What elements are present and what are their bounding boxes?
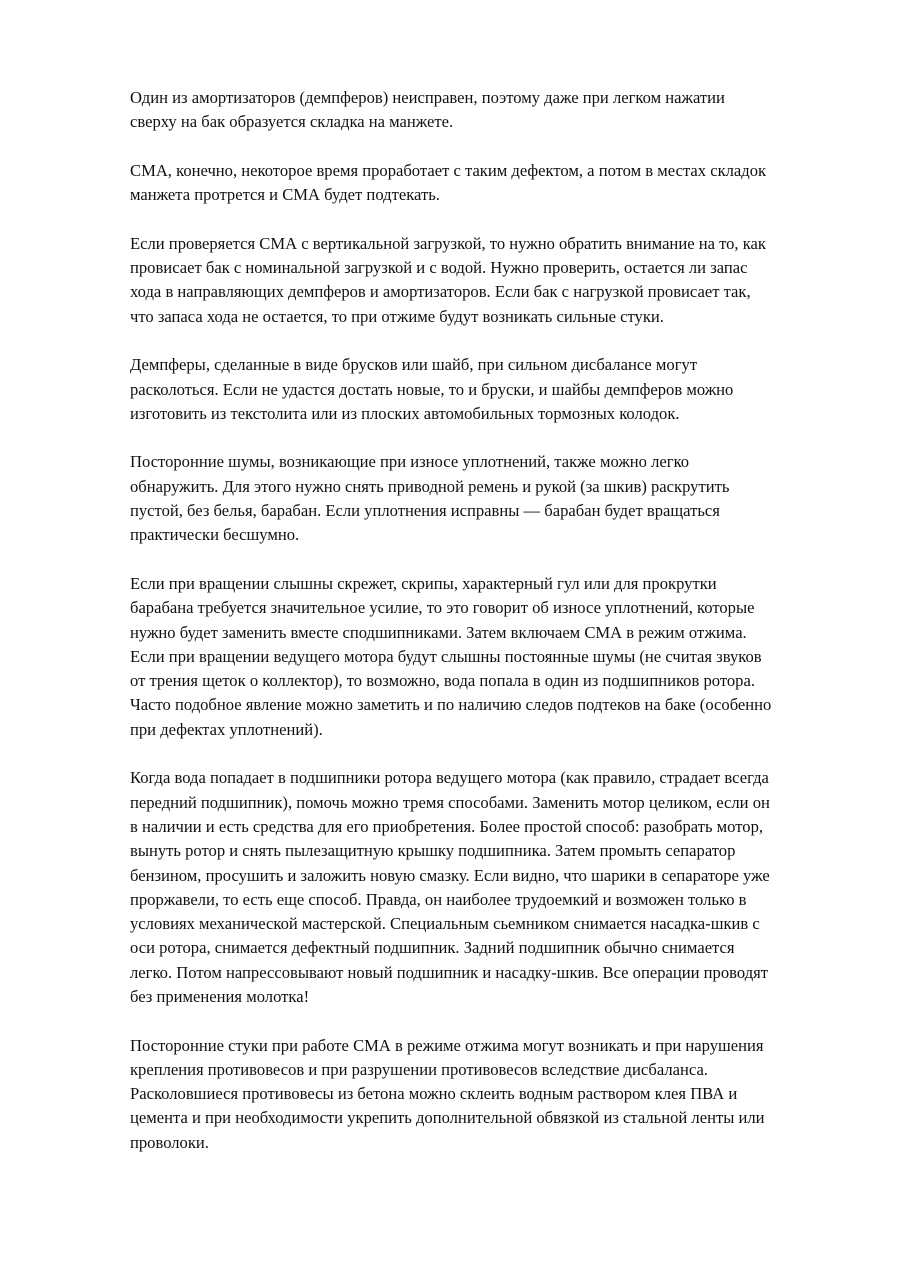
text-line: барабана требуется значительное усилие, то это говорит об износе уплотнений, которые bbox=[130, 598, 755, 618]
text-line: Посторонние стуки при работе СМА в режиме отжима могут возникать и при нарушения bbox=[130, 1035, 764, 1055]
text-line: при дефектах уплотнений). bbox=[130, 719, 323, 739]
text-line: хода в направляющих демпферов и амортизаторов. Если бак с нагрузкой провисает так, bbox=[130, 282, 751, 302]
text-line: вынуть ротор и снять пылезащитную крышку подшипника. Затем промыть сепаратор bbox=[130, 841, 736, 861]
text-line: от трения щеток о коллектор), то возможно, вода попала в один из подшипников ротора. bbox=[130, 671, 755, 691]
text-line: Расколовшиеся противовесы из бетона можно склеить водным раствором клея ПВА и bbox=[130, 1084, 738, 1104]
paragraph bbox=[130, 766, 850, 1009]
document-page bbox=[130, 86, 850, 1179]
paragraph bbox=[130, 159, 850, 208]
text-line: оси ротора, снимается дефектный подшипник. Задний подшипник обычно снимается bbox=[130, 938, 735, 958]
text-line: расколоться. Если не удастся достать новые, то и бруски, и шайбы демпферов можно bbox=[130, 379, 734, 399]
text-line: в наличии и есть средства для его приобретения. Более простой способ: разобрать мотор, bbox=[130, 816, 764, 836]
paragraph bbox=[130, 232, 850, 329]
text-line: практически бесшумно. bbox=[130, 525, 300, 545]
text-line: пустой, без белья, барабан. Если уплотнения исправны — барабан будет вращаться bbox=[130, 501, 720, 521]
paragraph bbox=[130, 353, 850, 426]
text-line: Один из амортизаторов (демпферов) неисправен, поэтому даже при легком нажатии bbox=[130, 88, 725, 107]
text-line: Если проверяется СМА с вертикальной загрузкой, то нужно обратить внимание на то, как bbox=[130, 233, 766, 253]
text-line: Посторонние шумы, возникающие при износе уплотнений, также можно легко bbox=[130, 452, 690, 472]
text-line: Если при вращении ведущего мотора будут слышны постоянные шумы (не считая звуков bbox=[130, 646, 762, 666]
text-line: Если при вращении слышны скрежет, скрипы, характерный гул или для прокрутки bbox=[130, 573, 717, 593]
text-line: Часто подобное явление можно заметить и по наличию следов подтеков на баке (особенно bbox=[130, 695, 772, 715]
text-line: обнаружить. Для этого нужно снять приводной ремень и рукой (за шкив) раскрутить bbox=[130, 476, 730, 496]
text-line: сверху на бак образуется складка на манжете. bbox=[130, 112, 454, 132]
paragraph bbox=[130, 572, 850, 742]
paragraph bbox=[130, 1034, 850, 1155]
text-line: условиях механической мастерской. Специальным сьемником снимается насадка-шкив с bbox=[130, 914, 760, 934]
text-line: провисает бак с номинальной загрузкой и с водой. Нужно проверить, остается ли запас bbox=[130, 258, 748, 278]
text-line: нужно будет заменить вместе сподшипниками. Затем включаем СМА в режим отжима. bbox=[130, 622, 747, 642]
text-line: проржавели, то есть еще способ. Правда, он наиболее трудоемкий и возможен только в bbox=[130, 889, 747, 909]
text-line: передний подшипник), помочь можно тремя способами. Заменить мотор целиком, если он bbox=[130, 792, 770, 812]
text-line: без применения молотка! bbox=[130, 986, 310, 1006]
text-line: СМА, конечно, некоторое время проработает с таким дефектом, а потом в местах складок bbox=[130, 160, 767, 180]
text-line: манжета протрется и СМА будет подтекать. bbox=[130, 185, 440, 205]
paragraph bbox=[130, 450, 850, 547]
text-line: проволоки. bbox=[130, 1132, 209, 1152]
text-line: крепления противовесов и при разрушении противовесов вследствие дисбаланса. bbox=[130, 1059, 708, 1079]
text-line: что запаса хода не остается, то при отжиме будут возникать сильные стуки. bbox=[130, 306, 664, 326]
text-line: бензином, просушить и заложить новую смазку. Если видно, что шарики в сепараторе уже bbox=[130, 865, 770, 885]
text-line: Когда вода попадает в подшипники ротора ведущего мотора (как правило, страдает всегда bbox=[130, 768, 769, 788]
text-line: изготовить из текстолита или из плоских автомобильных тормозных колодок. bbox=[130, 403, 680, 423]
paragraph bbox=[130, 86, 850, 135]
text-line: Демпферы, сделанные в виде брусков или шайб, при сильном дисбалансе могут bbox=[130, 355, 698, 375]
text-line: легко. Потом напрессовывают новый подшипник и насадку-шкив. Все операции проводят bbox=[130, 962, 769, 982]
text-line: цемента и при необходимости укрепить дополнительной обвязкой из стальной ленты или bbox=[130, 1108, 765, 1128]
